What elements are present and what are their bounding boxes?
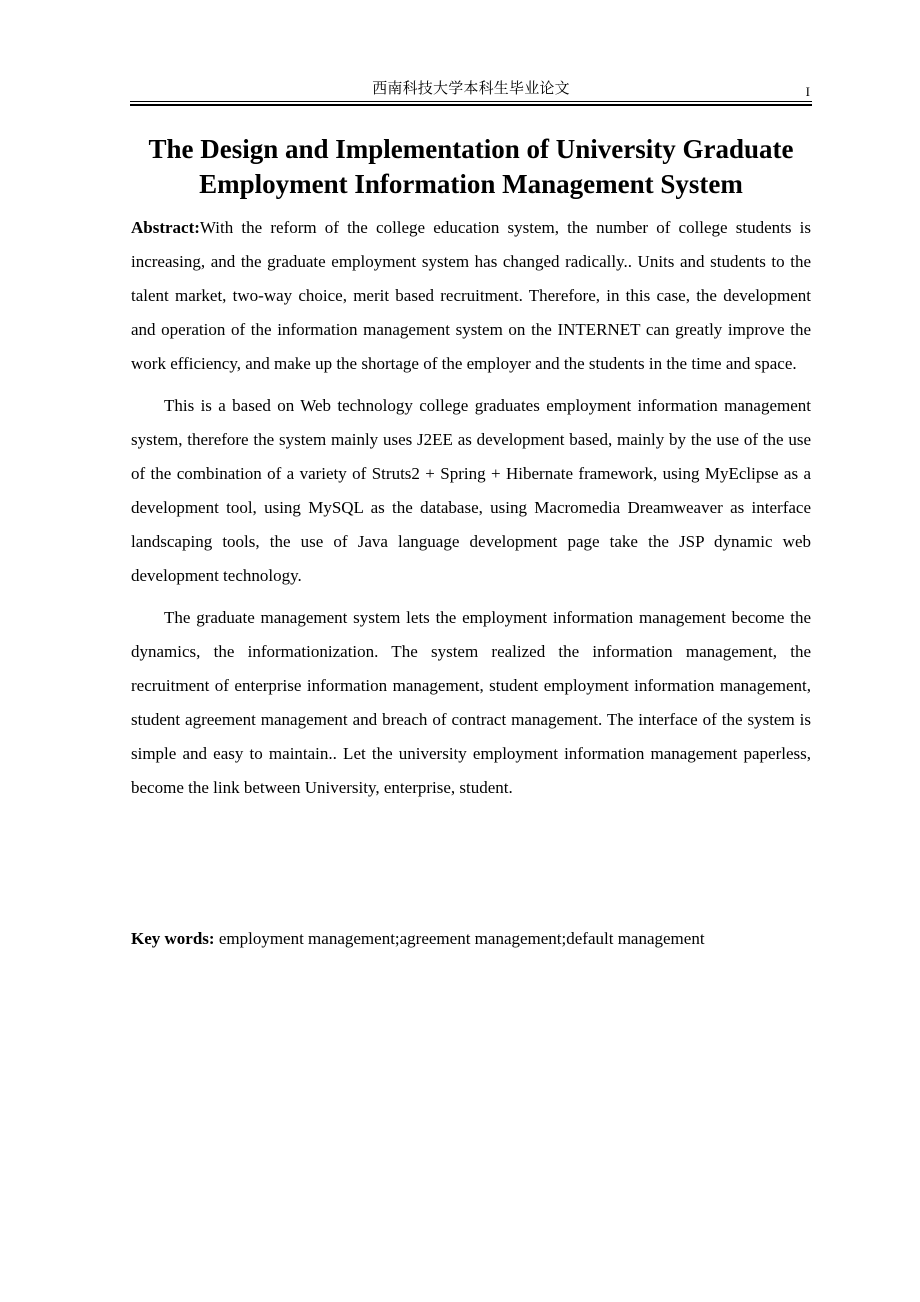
abstract-section <box>131 211 811 813</box>
title-line-2: Employment Information Management System <box>199 169 743 199</box>
keywords-text: employment management;agreement management;default management <box>214 929 705 948</box>
document-title <box>130 132 812 202</box>
abstract-paragraph-1 <box>131 211 811 381</box>
page-number: I <box>805 84 810 99</box>
abstract-paragraph-2: This is a based on Web technology college graduates employment information management system, therefore the system mainly uses J2EE as development based, mainly by the use of the use of the combination of a variety of Struts2 + Spring + Hibernate framework, using MyEclipse as a development tool, using MySQL as the database, using Macromedia Dreamweaver as interface landscaping tools, the use of Java language development page take the JSP dynamic web development technology. <box>131 396 811 585</box>
abstract-paragraph-1-text: With the reform of the college education system, the number of college students is increasing, and the graduate employment system has changed radically.. Units and students to the talent market, two-way choice, merit based recruitment. Therefore, in this case, the development and operation of the information management system on the INTERNET can greatly improve the work efficiency, and make up the shortage of the employer and the students in the time and space. <box>131 218 811 373</box>
keywords-line <box>131 922 811 956</box>
abstract-paragraph-3: The graduate management system lets the employment information management become the dynamics, the informationization. The system realized the information management, the recruitment of enterprise information management, student employment information management, student agreement management and breach of contract management. The interface of the system is simple and easy to maintain.. Let the university employment information management paperless, become the link between University, enterprise, student. <box>131 608 811 797</box>
page-header <box>130 78 812 100</box>
header-title: 西南科技大学本科生毕业论文 <box>372 79 570 97</box>
keywords-label: Key words: <box>131 929 215 948</box>
header-rule <box>130 101 812 106</box>
abstract-label: Abstract: <box>131 218 200 237</box>
title-line-1: The Design and Implementation of University Graduate <box>148 134 794 164</box>
